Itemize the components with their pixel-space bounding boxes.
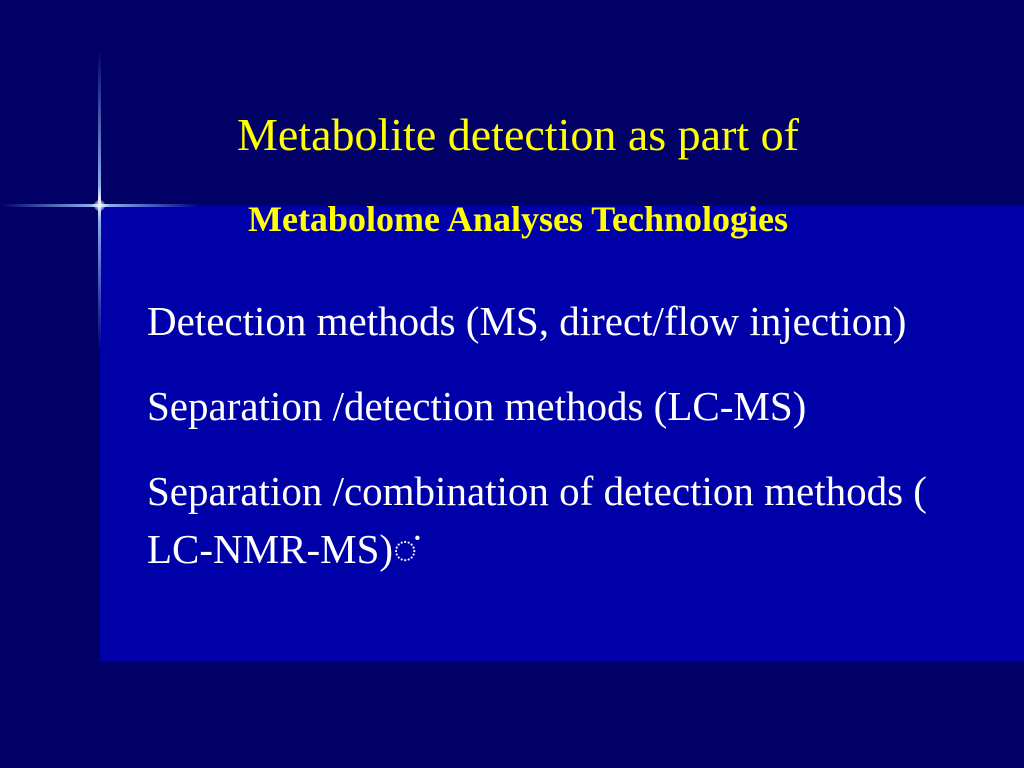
slide-subtitle: Metabolome Analyses Technologies — [247, 199, 789, 239]
bullet-item-separation-detection: Separation /detection methods (LC-MS) — [147, 383, 807, 429]
bullet-item-detection: Detection methods (MS, direct/flow injection) — [147, 298, 907, 344]
bullet-item-separation-combination: Separation /combination of detection methods ( LC-NMR-MS)◌̇ — [147, 468, 927, 572]
slide-title: Metabolite detection as part of — [236, 109, 800, 160]
bullet-list — [147, 292, 947, 605]
